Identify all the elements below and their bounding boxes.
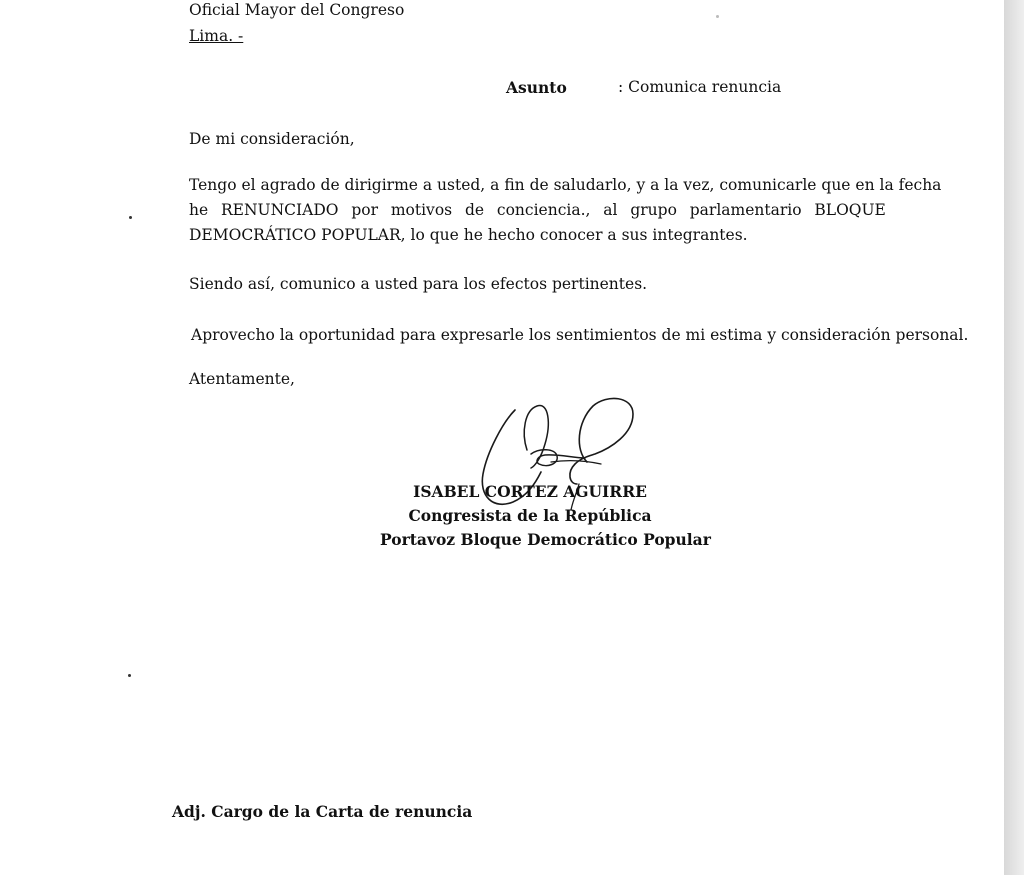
signatory-position: Congresista de la República bbox=[408, 506, 652, 525]
closing: Atentamente, bbox=[189, 370, 295, 388]
word: conciencia., bbox=[496, 201, 591, 219]
margin-mark bbox=[716, 15, 719, 18]
margin-mark bbox=[129, 216, 132, 219]
signatory-role: Portavoz Bloque Democrático Popular bbox=[380, 530, 711, 549]
attachment-note: Adj. Cargo de la Carta de renuncia bbox=[172, 802, 473, 821]
paragraph1-line3: DEMOCRÁTICO POPULAR, lo que he hecho conocer a sus integrantes. bbox=[189, 226, 748, 244]
paragraph1-line2 bbox=[189, 203, 886, 219]
word: al bbox=[603, 201, 618, 219]
recipient-title: Oficial Mayor del Congreso bbox=[189, 1, 405, 19]
greeting: De mi consideración, bbox=[189, 130, 355, 148]
margin-mark bbox=[128, 674, 131, 677]
word: de bbox=[464, 201, 485, 219]
word: he bbox=[189, 201, 209, 219]
word: parlamentario bbox=[689, 201, 802, 219]
subject-label: Asunto bbox=[506, 78, 567, 97]
word: por bbox=[351, 201, 378, 219]
paragraph2: Siendo así, comunico a usted para los efectos pertinentes. bbox=[189, 275, 648, 293]
paragraph1-line1: Tengo el agrado de dirigirme a usted, a fin de saludarlo, y a la vez, comunicarle que en la fecha bbox=[189, 176, 942, 194]
signatory-name: ISABEL CORTEZ AGUIRRE bbox=[413, 482, 647, 501]
word: motivos bbox=[390, 201, 453, 219]
paragraph3: Aprovecho la oportunidad para expresarle los sentimientos de mi estima y consideración personal. bbox=[191, 326, 969, 344]
word: grupo bbox=[630, 201, 677, 219]
subject-value: : Comunica renuncia bbox=[618, 78, 782, 96]
word: RENUNCIADO bbox=[221, 201, 339, 219]
recipient-city: Lima. - bbox=[189, 27, 244, 45]
word: BLOQUE bbox=[814, 201, 886, 219]
page-edge bbox=[1004, 0, 1024, 875]
